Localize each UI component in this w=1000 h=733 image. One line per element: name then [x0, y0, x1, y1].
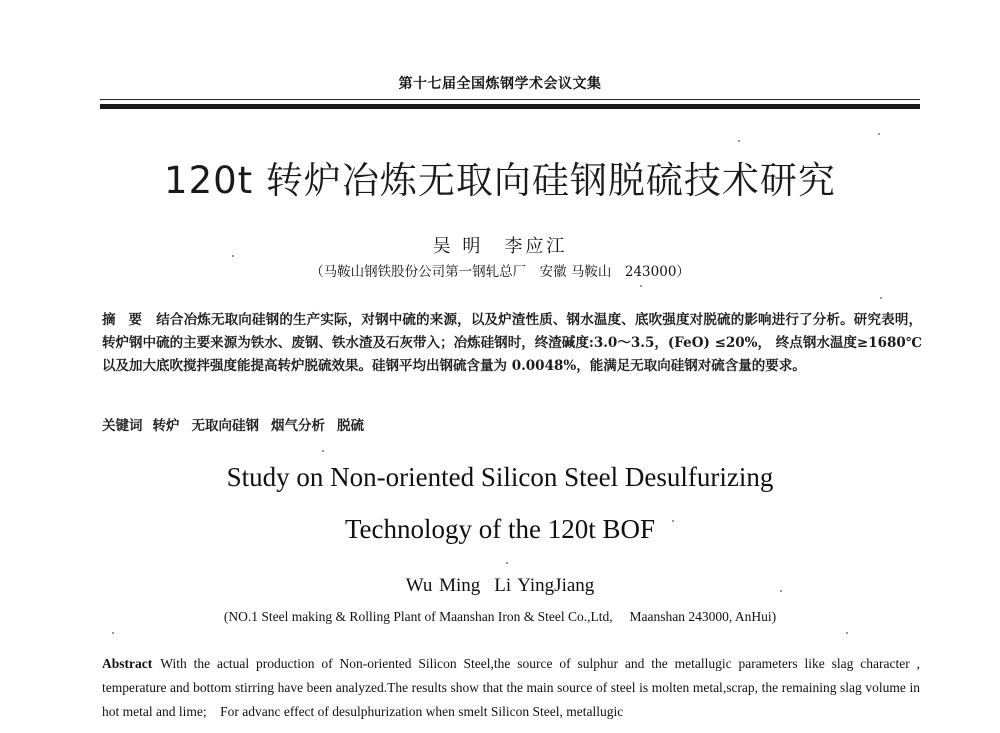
author-en-2: Li YingJiang — [494, 575, 595, 596]
author-en-1: Wu Ming — [405, 575, 481, 596]
keyword-item: 脱硫 — [337, 418, 364, 434]
affiliation-en: (NO.1 Steel making & Rolling Plant of Maanshan Iron & Steel Co.,Ltd, Maanshan 243000, AnHui) — [223, 609, 777, 624]
running-header-title: 第十七届全国炼钢学术会议文集 — [398, 76, 602, 92]
abstract-en-label: Abstract — [102, 656, 153, 671]
authors-cn: 吴 明 李应江 — [432, 236, 568, 257]
scan-speck — [880, 297, 882, 299]
keyword-item: 转炉 — [152, 418, 180, 434]
paper-title-cn: 120t 转炉冶炼无取向硅钢脱硫技术研究 — [164, 159, 836, 202]
scan-speck — [640, 285, 642, 287]
abstract-en — [102, 652, 920, 724]
paper-title-en-line1: Study on Non-oriented Silicon Steel Desulfurizing — [226, 462, 774, 492]
keywords-cn-label: 关键词 — [102, 418, 143, 434]
authors-en — [0, 575, 1000, 597]
scan-speck — [232, 255, 234, 257]
scan-speck — [322, 450, 324, 452]
header-rule-thick — [100, 104, 920, 109]
keyword-item: 烟气分析 — [271, 418, 325, 434]
scan-speck — [738, 140, 740, 142]
abstract-en-text: With the actual production of Non-oriented Silicon Steel,the source of sulphur and the metallugic parameters like slag character , temperature and bottom stirring have been analyzed.The results show that the main source of steel is molten metal,scrap, the remaining slag volume in hot metal and lime; For advanc effect of desulphurization when smelt Silicon Steel, metallugic — [102, 656, 920, 719]
abstract-cn-text: 结合冶炼无取向硅钢的生产实际，对钢中硫的来源，以及炉渣性质、钢水温度、底吹强度对脱硫的影响进行了分析。研究表明，转炉钢中硫的主要来源为铁水、废钢、铁水渣及石灰带入；冶炼硅钢时，终渣碱度:3.0～3.5，(FeO) ≤20%， 终点钢水温度≥1680℃以及加大底吹搅拌强度能提高转炉脱硫效果。硅钢平均出钢硫含量为 0.0048%，能满足无取向硅钢对硫含量的要求。 — [102, 312, 922, 374]
paper-title-en-line2: Technology of the 120t BOF — [344, 514, 656, 544]
keywords-cn — [102, 414, 922, 434]
scan-speck — [878, 133, 880, 135]
keyword-item: 无取向硅钢 — [191, 418, 259, 434]
scan-speck — [506, 562, 508, 564]
abstract-cn-label: 摘 要 — [102, 312, 147, 328]
header-rule-thin — [100, 99, 920, 100]
affiliation-cn: （马鞍山钢铁股份公司第一钢轧总厂 安徽 马鞍山 243000） — [310, 264, 690, 280]
abstract-cn — [102, 309, 922, 378]
scan-speck — [846, 632, 848, 634]
scan-speck — [672, 520, 674, 522]
scan-speck — [780, 590, 782, 592]
scan-speck — [112, 632, 114, 634]
